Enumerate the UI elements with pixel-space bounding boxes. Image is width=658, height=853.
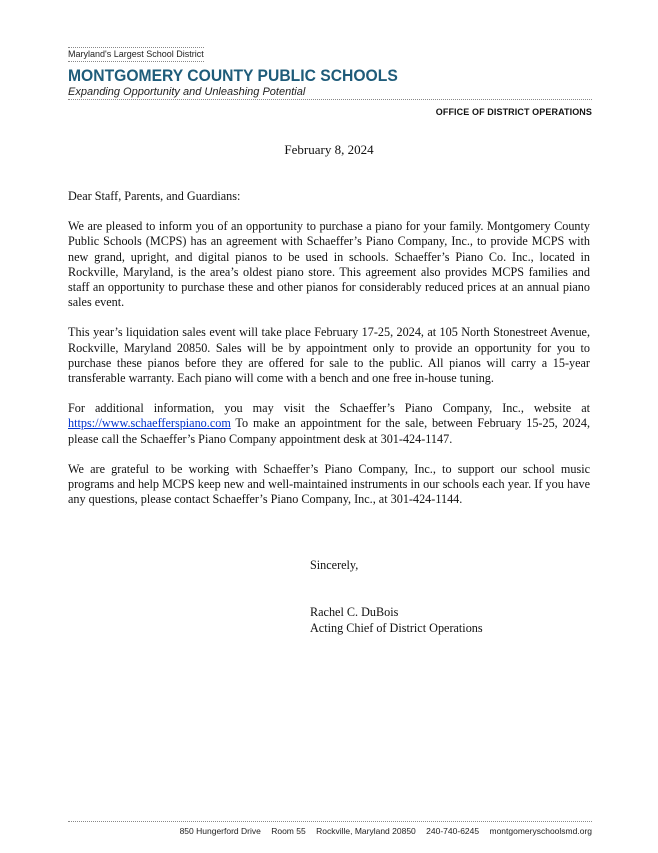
signer-name: Rachel C. DuBois (310, 605, 399, 619)
footer-website[interactable]: montgomeryschoolsmd.org (489, 826, 592, 836)
district-motto: Expanding Opportunity and Unleashing Potential (68, 86, 306, 98)
schaeffers-website-link[interactable]: https://www.schaefferspiano.com (68, 416, 231, 431)
paragraph-3 (68, 401, 590, 447)
salutation: Dear Staff, Parents, and Guardians: (68, 189, 241, 203)
paragraph-3-text-before: For additional information, you may visit the Schaeffer’s Piano Company, Inc., website at (68, 401, 590, 416)
letter-date: February 8, 2024 (284, 142, 374, 157)
footer-address: 850 Hungerford Drive (179, 826, 261, 836)
footer-divider (68, 821, 592, 822)
footer-city: Rockville, Maryland 20850 (316, 826, 416, 836)
signature-block (310, 604, 483, 636)
footer-room: Room 55 (271, 826, 306, 836)
paragraph-2: This year’s liquidation sales event will take place February 17-25, 2024, at 105 North Stonestreet Avenue, Rockville, Maryland 20850. Sales will be by appointment only to provide an opportunity for you to purchase these pianos before they are offered for sale to the public. All pianos will carry a 15-year transferable warranty. Each piano will come with a bench and one free in-house tuning. (68, 325, 590, 386)
office-name: OFFICE OF DISTRICT OPERATIONS (435, 107, 592, 117)
signer-title: Acting Chief of District Operations (310, 621, 483, 635)
district-tagline: Maryland's Largest School District (68, 47, 204, 62)
closing: Sincerely, (310, 558, 359, 572)
footer-phone: 240-740-6245 (426, 826, 480, 836)
letterhead (68, 44, 592, 99)
district-name: MONTGOMERY COUNTY PUBLIC SCHOOLS (68, 67, 398, 85)
header-divider (68, 99, 592, 100)
footer (180, 826, 592, 836)
letter-body (68, 189, 590, 522)
paragraph-4: We are grateful to be working with Schaeffer’s Piano Company, Inc., to support our school music programs and help MCPS keep new and well-maintained instruments in our schools each year. If you have any questions, please contact Schaeffer’s Piano Company, Inc., at 301-424-1144. (68, 461, 590, 507)
paragraph-1: We are pleased to inform you of an opportunity to purchase a piano for your family. Montgomery County Public Schools (MCPS) has an agreement with Schaeffer’s Piano Company, Inc., to provide MCPS with new grand, upright, and digital pianos to be used in schools. Schaeffer’s Piano Co. Inc., located in Rockville, Maryland, is the area’s oldest piano store. This agreement also provides MCPS families and staff an opportunity to purchase these and other pianos for considerably reduced prices at an annual piano sales event. (68, 219, 590, 310)
paragraph-3-text-after: To make an appointment for the sale, between February 15-25, 2024, please call the Schaeffer’s Piano Company appointment desk at 301-424-1147. (68, 416, 590, 446)
